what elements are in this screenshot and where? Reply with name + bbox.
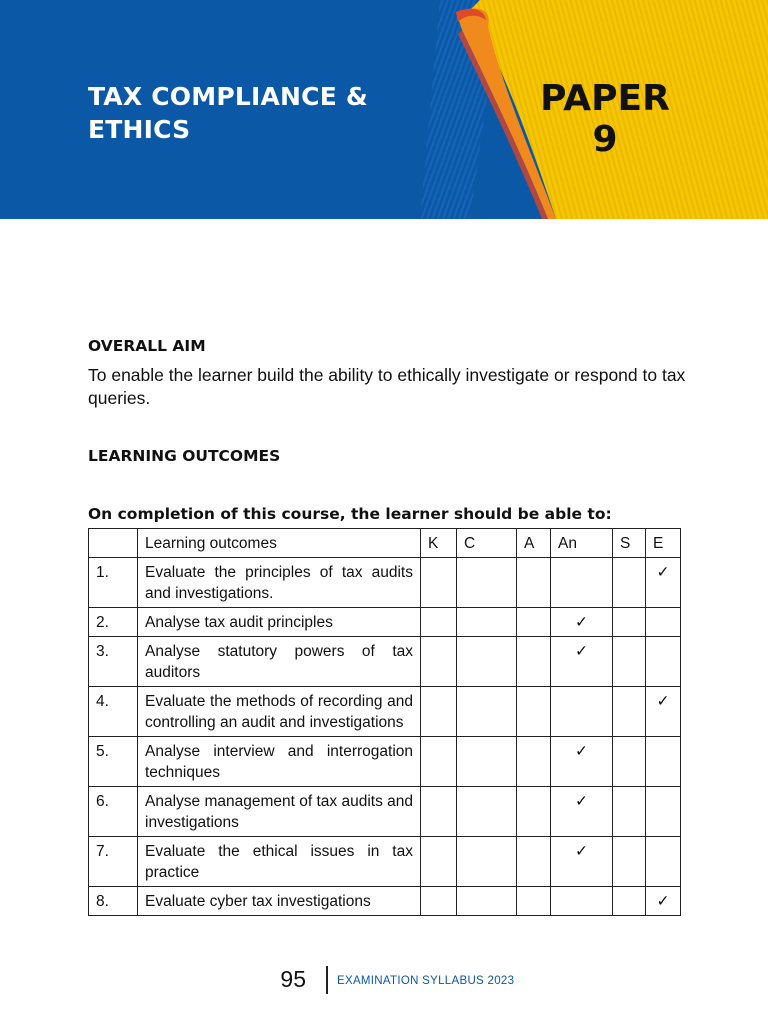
course-title-line-1: TAX COMPLIANCE & — [88, 82, 368, 111]
check-c — [457, 737, 517, 787]
outcome-number: 5. — [89, 737, 138, 787]
check-a — [517, 608, 551, 637]
check-s — [613, 608, 646, 637]
footer-divider — [326, 966, 328, 994]
outcome-text: Evaluate the methods of recording and controlling an audit and investigations — [138, 687, 421, 737]
page-number: 95 — [280, 966, 306, 992]
outcome-number: 1. — [89, 558, 138, 608]
table-row — [89, 637, 681, 687]
check-an — [551, 887, 613, 916]
outcome-text: Evaluate cyber tax investigations — [138, 887, 421, 916]
check-an: ✓ — [551, 608, 613, 637]
check-s — [613, 787, 646, 837]
outcome-text: Analyse interview and interrogation techniques — [138, 737, 421, 787]
header-e: E — [646, 529, 681, 558]
check-s — [613, 637, 646, 687]
check-k — [421, 687, 457, 737]
table-row — [89, 787, 681, 837]
check-an — [551, 687, 613, 737]
check-c — [457, 787, 517, 837]
learning-outcomes-table — [88, 528, 681, 916]
check-e — [646, 637, 681, 687]
check-c — [457, 887, 517, 916]
check-an — [551, 558, 613, 608]
check-a — [517, 637, 551, 687]
check-an: ✓ — [551, 637, 613, 687]
check-s — [613, 558, 646, 608]
table-row — [89, 558, 681, 608]
check-an: ✓ — [551, 787, 613, 837]
paper-word: PAPER — [540, 78, 670, 119]
check-a — [517, 737, 551, 787]
check-e: ✓ — [646, 558, 681, 608]
check-e — [646, 787, 681, 837]
table-header-row — [89, 529, 681, 558]
check-s — [613, 737, 646, 787]
header-k: K — [421, 529, 457, 558]
table-row — [89, 608, 681, 637]
outcome-number: 2. — [89, 608, 138, 637]
table-row — [89, 687, 681, 737]
outcome-text: Evaluate the principles of tax audits and investigations. — [138, 558, 421, 608]
outcome-text: Analyse management of tax audits and investigations — [138, 787, 421, 837]
outcome-text: Analyse statutory powers of tax auditors — [138, 637, 421, 687]
header-banner — [0, 0, 768, 219]
header-number — [89, 529, 138, 558]
check-c — [457, 687, 517, 737]
check-k — [421, 558, 457, 608]
course-title-line-2: ETHICS — [88, 115, 191, 144]
outcome-number: 3. — [89, 637, 138, 687]
table-row — [89, 837, 681, 887]
check-c — [457, 637, 517, 687]
check-a — [517, 787, 551, 837]
check-an: ✓ — [551, 837, 613, 887]
outcome-number: 6. — [89, 787, 138, 837]
header-an: An — [551, 529, 613, 558]
check-c — [457, 608, 517, 637]
check-a — [517, 687, 551, 737]
check-s — [613, 687, 646, 737]
check-k — [421, 887, 457, 916]
learning-outcomes-intro: On completion of this course, the learner should be able to: — [88, 505, 612, 523]
overall-aim-text: To enable the learner build the ability to ethically investigate or respond to tax queries. — [88, 365, 686, 408]
check-c — [457, 558, 517, 608]
check-k — [421, 737, 457, 787]
check-c — [457, 837, 517, 887]
check-e — [646, 608, 681, 637]
check-a — [517, 887, 551, 916]
check-a — [517, 837, 551, 887]
paper-number: 9 — [592, 119, 618, 160]
check-e — [646, 837, 681, 887]
check-a — [517, 558, 551, 608]
check-k — [421, 837, 457, 887]
outcome-text: Evaluate the ethical issues in tax practice — [138, 837, 421, 887]
header-a: A — [517, 529, 551, 558]
footer-label: EXAMINATION SYLLABUS 2023 — [337, 975, 515, 987]
overall-aim-heading: OVERALL AIM — [88, 337, 206, 355]
check-k — [421, 787, 457, 837]
outcome-number: 4. — [89, 687, 138, 737]
outcome-number: 8. — [89, 887, 138, 916]
learning-outcomes-heading: LEARNING OUTCOMES — [88, 447, 281, 465]
check-an: ✓ — [551, 737, 613, 787]
check-e: ✓ — [646, 687, 681, 737]
outcome-number: 7. — [89, 837, 138, 887]
check-k — [421, 637, 457, 687]
header-s: S — [613, 529, 646, 558]
check-e: ✓ — [646, 887, 681, 916]
check-s — [613, 887, 646, 916]
check-s — [613, 837, 646, 887]
check-k — [421, 608, 457, 637]
paper-label — [520, 78, 690, 160]
check-e — [646, 737, 681, 787]
table-row — [89, 737, 681, 787]
course-title — [88, 80, 418, 146]
table-row — [89, 887, 681, 916]
header-learning-outcomes: Learning outcomes — [138, 529, 421, 558]
header-c: C — [457, 529, 517, 558]
outcome-text: Analyse tax audit principles — [138, 608, 421, 637]
